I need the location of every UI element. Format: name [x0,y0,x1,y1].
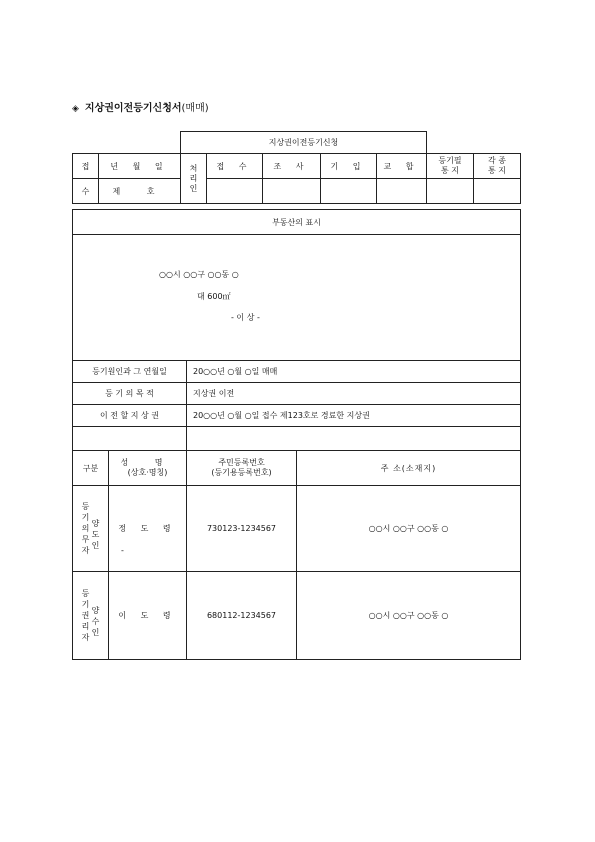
cell-receipt-blank [207,179,263,204]
label-completion-notice: 등기필 통 지 [427,154,474,179]
info-label-purpose: 등 기 의 목 적 [73,383,187,405]
receipt-header: 지상권이전등기신청 [181,132,427,154]
page-title [72,99,209,114]
cell-entry-blank [321,179,377,204]
party-address-obligor: ○○시 ○○구 ○○동 ○ [297,486,521,572]
party-role-rightholder: 등 기 권 리 자 양 수 인 [73,572,109,660]
parties-header-id: 주민등록번호 (등기용등록번호) [187,451,297,486]
property-end-mark: - 이 상 - [231,313,260,322]
info-value-transfer: 20○○년 ○월 ○일 접수 제123호로 경료한 지상권 [187,405,521,427]
name-mark: - [121,546,124,555]
blank-cell [187,427,521,451]
label-su: 수 [73,179,99,204]
info-label-transfer: 이 전 할 지 상 권 [73,405,187,427]
label-collate: 교 합 [377,154,427,179]
diamond-bullet-icon: ◈ [72,104,79,114]
cell-various-blank [474,179,521,204]
property-address: ○○시 ○○구 ○○동 ○ [159,270,239,279]
property-header: 부동산의 표시 [73,210,521,235]
info-value-purpose: 지상권 이전 [187,383,521,405]
title-suffix: (매매) [181,103,209,114]
cell-investigate-blank [263,179,321,204]
blank-cell [73,427,187,451]
party-name-obligor: 정 도 령 - [109,486,187,572]
table-row [73,572,521,660]
party-role-obligor: 등 기 의 무 자 양 도 인 [73,486,109,572]
party-name-rightholder: 이 도 령 [109,572,187,660]
cell-completion-blank [427,179,474,204]
parties-header-name: 성 명 (상호·명칭) [109,451,187,486]
info-value-cause: 20○○년 ○월 ○일 매매 [187,361,521,383]
title-main: 지상권이전등기신청서 [84,103,182,114]
receipt-table [72,131,521,204]
label-receipt: 접 수 [207,154,263,179]
table-row [73,486,521,572]
parties-header-address: 주 소(소재지) [297,451,521,486]
label-various-notice: 각 종 통 지 [474,154,521,179]
cell-collate-blank [377,179,427,204]
property-description [73,235,521,361]
main-table [72,209,521,660]
info-label-cause: 등기원인과 그 연월일 [73,361,187,383]
label-date: 년 월 일 [99,154,181,179]
label-number: 제 호 [99,179,181,204]
label-investigate: 조 사 [263,154,321,179]
label-processor: 처 리 인 [181,154,207,204]
party-id-obligor: 730123-1234567 [187,486,297,572]
label-jeop: 접 [73,154,99,179]
parties-header-division: 구분 [73,451,109,486]
party-address-rightholder: ○○시 ○○구 ○○동 ○ [297,572,521,660]
label-entry: 기 입 [321,154,377,179]
property-area: 대 600㎡ [197,292,231,301]
party-id-rightholder: 680112-1234567 [187,572,297,660]
